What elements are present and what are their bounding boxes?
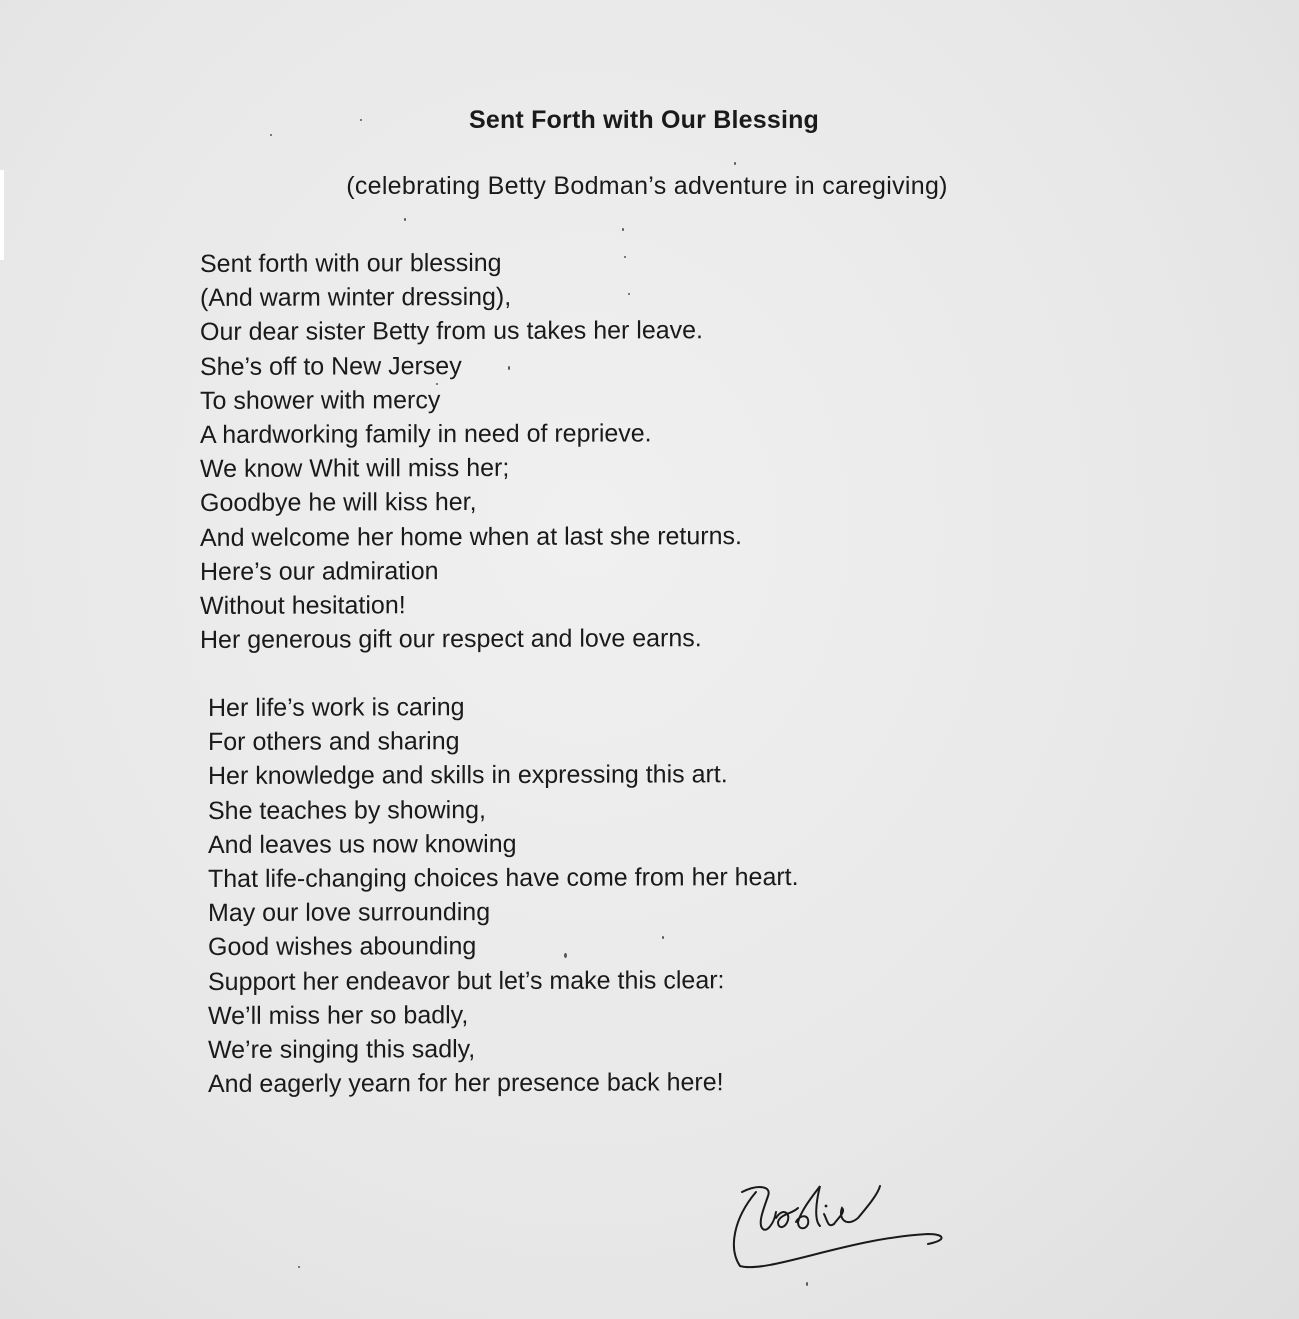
poem-line: Goodbye he will kiss her, [200, 488, 477, 518]
scan-speck [404, 218, 406, 221]
stanza-1 [200, 246, 742, 656]
scan-speck [624, 256, 626, 258]
poem-line: Our dear sister Betty from us takes her leave. [200, 316, 703, 347]
poem-title: Sent Forth with Our Blessing [468, 106, 820, 134]
poem-line: She’s off to New Jersey [200, 351, 462, 381]
scan-speck [564, 953, 567, 958]
scan-speck [806, 1282, 808, 1286]
scan-speck [628, 293, 630, 295]
poem-line: Her generous gift our respect and love earns. [200, 624, 702, 655]
poem-subtitle: (celebrating Betty Bodman’s adventure in caregiving) [346, 172, 948, 200]
poem-line: And leaves us now knowing [208, 829, 517, 859]
scan-speck [298, 1266, 300, 1268]
poem-line: To shower with mercy [200, 385, 441, 415]
poem-line: That life-changing choices have come from her heart. [208, 862, 799, 894]
poem-line: (And warm winter dressing), [200, 283, 512, 313]
scan-speck [734, 162, 736, 165]
poem-line: Without hesitation! [200, 591, 406, 620]
poem-line: Her life’s work is caring [208, 693, 465, 723]
scan-speck [662, 936, 664, 939]
scan-speck [360, 119, 362, 121]
poem-line: Good wishes abounding [208, 932, 477, 962]
poem-line: A hardworking family in need of reprieve. [200, 419, 652, 449]
scan-speck [270, 134, 272, 136]
stanza-2 [208, 690, 799, 1100]
poem-line: Support her endeavor but let’s make this clear: [208, 965, 725, 996]
poem-line: May our love surrounding [208, 898, 491, 928]
poem-line: She teaches by showing, [208, 795, 486, 825]
poem-line: Here’s our admiration [200, 556, 439, 586]
poem-line: We know Whit will miss her; [200, 454, 510, 484]
poem-line: We’re singing this sadly, [208, 1035, 476, 1065]
poem-line: For others and sharing [208, 727, 460, 757]
poem-line: Sent forth with our blessing [200, 248, 502, 278]
handwritten-signature [728, 1178, 958, 1278]
poem-line: And welcome her home when at last she returns. [200, 521, 742, 552]
scan-speck [436, 383, 438, 385]
poem-line: And eagerly yearn for her presence back here! [208, 1068, 724, 1099]
scan-speck [508, 366, 510, 370]
scan-speck [622, 228, 624, 231]
poem-line: We’ll miss her so badly, [208, 1000, 469, 1030]
poem-line: Her knowledge and skills in expressing this art. [208, 760, 728, 791]
